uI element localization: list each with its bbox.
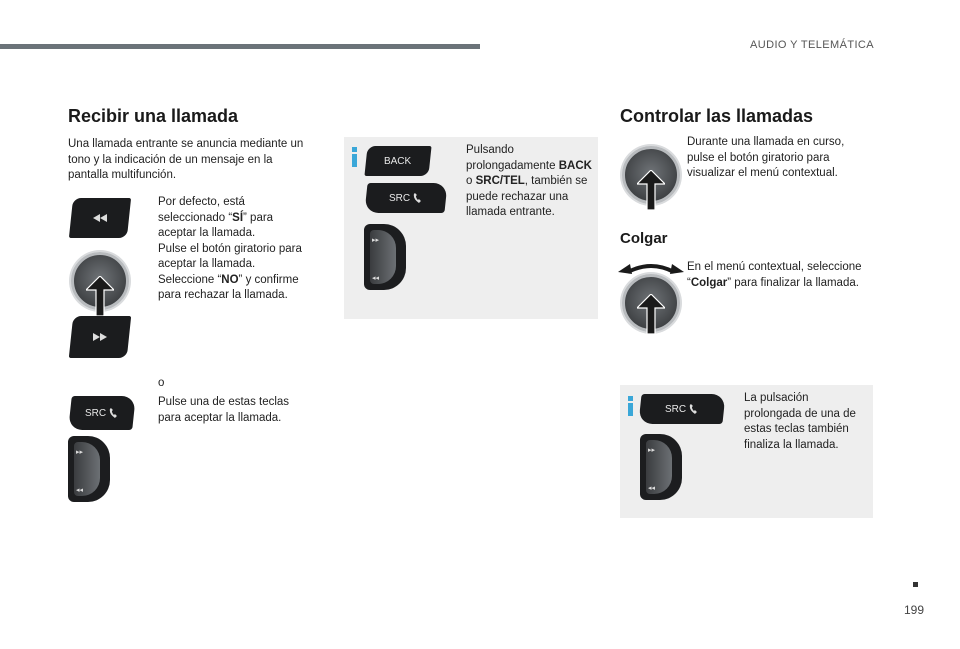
src-tel-button[interactable]	[68, 396, 136, 430]
info-icon	[352, 147, 358, 167]
steering-stalk[interactable]: ▸▸ ◂◂	[68, 436, 110, 502]
forward-icon	[93, 333, 107, 341]
src-label: SRC	[665, 403, 687, 415]
push-arrow-icon	[637, 170, 665, 210]
page-number: 199	[904, 603, 925, 617]
press-keys-text: Pulse una de estas teclas para aceptar la llamada.	[158, 396, 290, 424]
info-hangup-text: La pulsación prolongada de una de estas teclas también finaliza la llamada.	[744, 392, 856, 451]
push-arrow-icon	[637, 294, 665, 334]
title-control-calls: Controlar las llamadas	[620, 106, 814, 126]
title-hang-up: Colgar	[620, 230, 668, 247]
or-text: o	[158, 377, 165, 389]
src-tel-button-info[interactable]	[364, 183, 447, 213]
header-bar	[0, 44, 480, 49]
src-tel-button-hangup[interactable]	[638, 394, 725, 424]
info-reject-text: Pulsando prolongadamente BACK o SRC/TEL, también se puede rechazar una llamada entrante.	[466, 144, 592, 218]
intro-text: Una llamada entrante se anuncia mediante un tono y la indicación de un mensaje en la pantalla multifunción.	[68, 138, 304, 181]
phone-icon	[110, 408, 119, 419]
src-label: SRC	[85, 407, 107, 419]
src-label: SRC	[389, 192, 411, 204]
section-title: AUDIO Y TELEMÁTICA	[750, 39, 874, 51]
push-arrow-icon	[86, 276, 114, 316]
back-label: BACK	[384, 155, 412, 167]
phone-icon	[690, 404, 699, 415]
title-receive-call: Recibir una llamada	[68, 106, 239, 126]
rotate-arrows-icon	[618, 258, 684, 274]
steering-stalk-info[interactable]: ▸▸ ◂◂	[364, 224, 406, 290]
rewind-icon	[93, 214, 107, 222]
back-button[interactable]	[364, 146, 431, 176]
forward-button[interactable]	[69, 316, 131, 358]
steering-stalk-hangup[interactable]: ▸▸ ◂◂	[640, 434, 682, 500]
during-call-text: Durante una llamada en curso, pulse el botón giratorio para visualizar el menú contextual.	[687, 136, 845, 179]
info-icon	[628, 396, 634, 416]
rewind-button[interactable]	[69, 198, 131, 238]
default-text: Por defecto, está seleccionado “SÍ” para aceptar la llamada. Pulse el botón giratorio para aceptar la llamada. Seleccione “NO” y confirme para rechazar la llamada.	[158, 196, 302, 301]
page-marker	[913, 582, 918, 587]
hang-up-text: En el menú contextual, seleccione “Colgar” para finalizar la llamada.	[687, 261, 862, 289]
phone-icon	[414, 193, 423, 204]
